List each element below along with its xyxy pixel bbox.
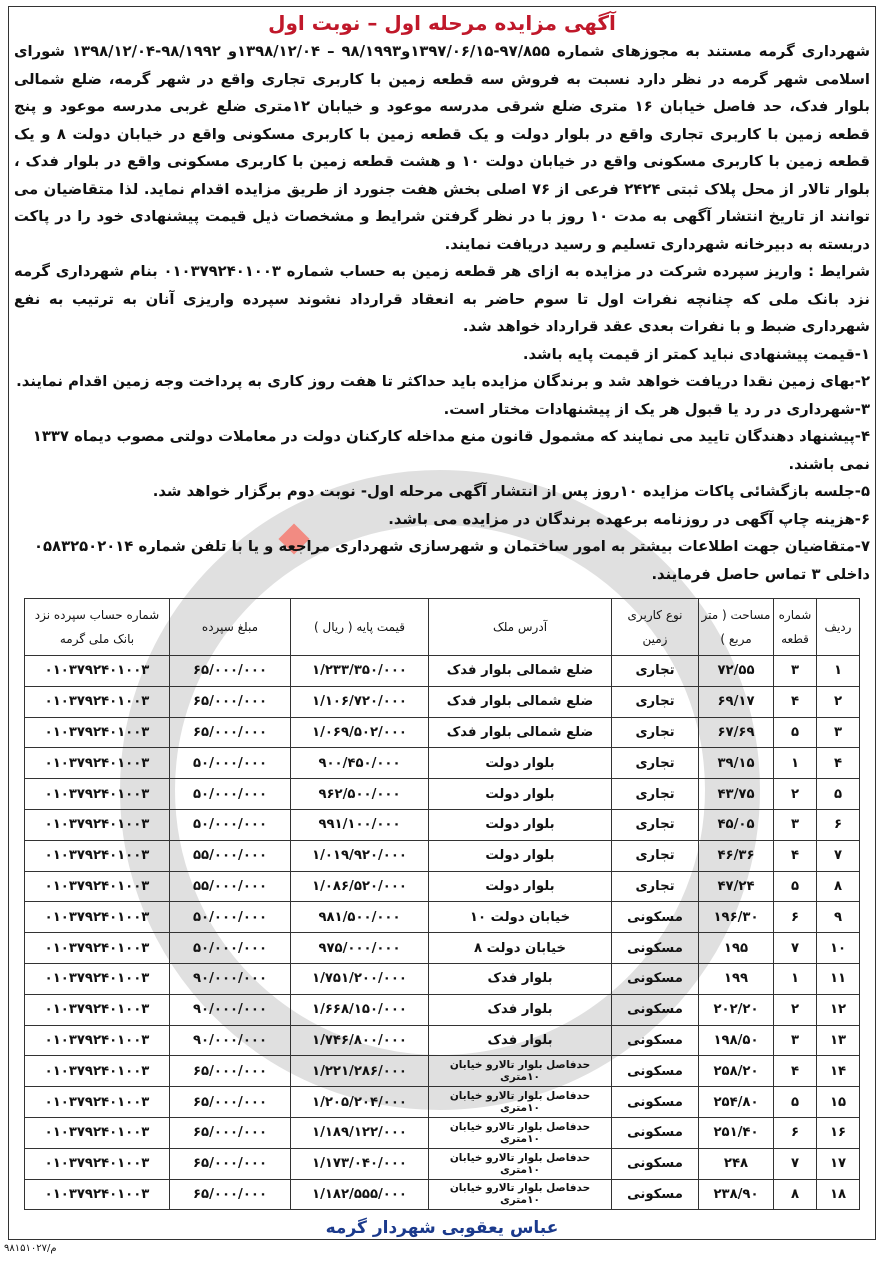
cell-account: ۰۱۰۳۷۹۲۴۰۱۰۰۳: [25, 748, 170, 779]
cell-parcel-number: ۱: [774, 748, 817, 779]
cell-base-price: ۱/۲۰۵/۲۰۴/۰۰۰: [291, 1087, 429, 1118]
table-row: [25, 871, 860, 902]
cell-account: ۰۱۰۳۷۹۲۴۰۱۰۰۳: [25, 1148, 170, 1179]
header-account: شماره حساب سپرده نزد بانک ملی گرمه: [25, 599, 170, 656]
cell-usage: مسکونی: [612, 963, 699, 994]
cell-usage: مسکونی: [612, 1148, 699, 1179]
cell-base-price: ۱/۱۸۹/۱۲۲/۰۰۰: [291, 1117, 429, 1148]
cell-usage: مسکونی: [612, 902, 699, 933]
header-row-number: ردیف: [817, 599, 860, 656]
table-row: [25, 779, 860, 810]
notice-title: آگهی مزایده مرحله اول – نوبت اول: [268, 11, 616, 35]
condition-item: ۶-هزینه چاپ آگهی در روزنامه برعهده برندگان در مزایده می باشد.: [388, 510, 870, 528]
cell-deposit: ۵۰/۰۰۰/۰۰۰: [170, 748, 291, 779]
cell-account: ۰۱۰۳۷۹۲۴۰۱۰۰۳: [25, 871, 170, 902]
cell-parcel-number: ۳: [774, 656, 817, 687]
cell-area: ۱۹۹: [699, 963, 774, 994]
cell-usage: تجاری: [612, 809, 699, 840]
table-row: [25, 1179, 860, 1210]
cell-row-number: ۴: [817, 748, 860, 779]
cell-deposit: ۵۰/۰۰۰/۰۰۰: [170, 809, 291, 840]
condition-item: ۷-متقاضیان جهت اطلاعات بیشتر به امور ساختمان و شهرسازی شهرداری مراجعه و یا با تلفن شماره ۰۵۸۳۲۵۰۲۰۱۴ داخلی ۳ تماس حاصل فرمایند.: [33, 538, 870, 583]
cell-account: ۰۱۰۳۷۹۲۴۰۱۰۰۳: [25, 1117, 170, 1148]
cell-usage: مسکونی: [612, 1056, 699, 1087]
table-row: [25, 994, 860, 1025]
cell-deposit: ۵۰/۰۰۰/۰۰۰: [170, 902, 291, 933]
cell-area: ۲۵۸/۲۰: [699, 1056, 774, 1087]
cell-deposit: ۶۵/۰۰۰/۰۰۰: [170, 1179, 291, 1210]
condition-item: ۱-قیمت پیشنهادی نباید کمتر از قیمت پایه باشد.: [522, 345, 870, 363]
cell-account: ۰۱۰۳۷۹۲۴۰۱۰۰۳: [25, 1056, 170, 1087]
cell-base-price: ۱/۰۶۹/۵۰۲/۰۰۰: [291, 717, 429, 748]
cell-address: بلوار دولت: [429, 809, 612, 840]
cell-account: ۰۱۰۳۷۹۲۴۰۱۰۰۳: [25, 1179, 170, 1210]
cell-deposit: ۶۵/۰۰۰/۰۰۰: [170, 1087, 291, 1118]
cell-usage: تجاری: [612, 871, 699, 902]
cell-usage: تجاری: [612, 686, 699, 717]
condition-item: ۵-جلسه بازگشائی پاکات مزایده ۱۰روز پس از انتشار آگهی مرحله اول- نوبت دوم برگزار خواهد شد.: [152, 483, 870, 500]
cell-parcel-number: ۴: [774, 840, 817, 871]
cell-parcel-number: ۵: [774, 871, 817, 902]
cell-row-number: ۱۷: [817, 1148, 860, 1179]
cell-row-number: ۹: [817, 902, 860, 933]
cell-deposit: ۶۵/۰۰۰/۰۰۰: [170, 717, 291, 748]
cell-area: ۲۵۱/۴۰: [699, 1117, 774, 1148]
condition-item: ۴-پیشنهاد دهندگان تایید می نمایند که مشمول قانون منع مداخله کارکنان دولت در معاملات دولتی مصوب دیماه ۱۳۳۷ نمی باشند.: [32, 428, 870, 473]
cell-deposit: ۵۵/۰۰۰/۰۰۰: [170, 871, 291, 902]
cell-base-price: ۱/۲۳۳/۳۵۰/۰۰۰: [291, 656, 429, 687]
cell-address: حدفاصل بلوار تالارو خیابان ۱۰متری: [429, 1087, 612, 1118]
cell-row-number: ۱۴: [817, 1056, 860, 1087]
table-row: [25, 1056, 860, 1087]
table-row: [25, 963, 860, 994]
cell-deposit: ۹۰/۰۰۰/۰۰۰: [170, 994, 291, 1025]
cell-area: ۴۶/۳۶: [699, 840, 774, 871]
cell-base-price: ۱/۱۷۳/۰۴۰/۰۰۰: [291, 1148, 429, 1179]
cell-usage: مسکونی: [612, 1117, 699, 1148]
cell-area: ۲۳۸/۹۰: [699, 1179, 774, 1210]
header-parcel-number: شماره قطعه: [774, 599, 817, 656]
condition-item: ۲-بهای زمین نقدا دریافت خواهد شد و برندگان مزایده باید حداکثر تا هفت روز کاری به پرداخت وجه زمین اقدام نمایند.: [16, 373, 870, 390]
cell-parcel-number: ۱: [774, 963, 817, 994]
cell-deposit: ۹۰/۰۰۰/۰۰۰: [170, 1025, 291, 1056]
table-row: [25, 1117, 860, 1148]
cell-area: ۱۹۸/۵۰: [699, 1025, 774, 1056]
cell-address: ضلع شمالی بلوار فدک: [429, 686, 612, 717]
cell-deposit: ۹۰/۰۰۰/۰۰۰: [170, 963, 291, 994]
cell-parcel-number: ۳: [774, 1025, 817, 1056]
cell-area: ۲۰۲/۲۰: [699, 994, 774, 1025]
header-address: آدرس ملک: [429, 599, 612, 656]
cell-account: ۰۱۰۳۷۹۲۴۰۱۰۰۳: [25, 933, 170, 964]
cell-deposit: ۶۵/۰۰۰/۰۰۰: [170, 1148, 291, 1179]
cell-address: حدفاصل بلوار تالارو خیابان ۱۰متری: [429, 1117, 612, 1148]
cell-area: ۱۹۶/۳۰: [699, 902, 774, 933]
cell-deposit: ۶۵/۰۰۰/۰۰۰: [170, 1117, 291, 1148]
cell-deposit: ۵۵/۰۰۰/۰۰۰: [170, 840, 291, 871]
cell-parcel-number: ۲: [774, 994, 817, 1025]
cell-address: بلوار فدک: [429, 994, 612, 1025]
cell-parcel-number: ۶: [774, 902, 817, 933]
table-row: [25, 1087, 860, 1118]
table-row: [25, 656, 860, 687]
cell-row-number: ۱۱: [817, 963, 860, 994]
cell-parcel-number: ۴: [774, 1056, 817, 1087]
cell-usage: تجاری: [612, 656, 699, 687]
parcels-table: [24, 598, 860, 1210]
cell-account: ۰۱۰۳۷۹۲۴۰۱۰۰۳: [25, 656, 170, 687]
cell-address: بلوار فدک: [429, 963, 612, 994]
cell-row-number: ۲: [817, 686, 860, 717]
cell-base-price: ۹۹۱/۱۰۰/۰۰۰: [291, 809, 429, 840]
cell-address: ضلع شمالی بلوار فدک: [429, 656, 612, 687]
cell-base-price: ۹۶۲/۵۰۰/۰۰۰: [291, 779, 429, 810]
cell-usage: مسکونی: [612, 1025, 699, 1056]
cell-usage: تجاری: [612, 748, 699, 779]
cell-area: ۴۵/۰۵: [699, 809, 774, 840]
cell-row-number: ۱۶: [817, 1117, 860, 1148]
cell-parcel-number: ۵: [774, 717, 817, 748]
cell-row-number: ۶: [817, 809, 860, 840]
cell-row-number: ۱۰: [817, 933, 860, 964]
cell-base-price: ۹۸۱/۵۰۰/۰۰۰: [291, 902, 429, 933]
cell-account: ۰۱۰۳۷۹۲۴۰۱۰۰۳: [25, 840, 170, 871]
header-area: مساحت ( متر مربع ): [699, 599, 774, 656]
cell-deposit: ۵۰/۰۰۰/۰۰۰: [170, 779, 291, 810]
cell-usage: مسکونی: [612, 994, 699, 1025]
cell-area: ۲۴۸: [699, 1148, 774, 1179]
cell-address: بلوار دولت: [429, 779, 612, 810]
cell-row-number: ۷: [817, 840, 860, 871]
cell-base-price: ۹۷۵/۰۰۰/۰۰۰: [291, 933, 429, 964]
table-row: [25, 809, 860, 840]
cell-account: ۰۱۰۳۷۹۲۴۰۱۰۰۳: [25, 994, 170, 1025]
cell-parcel-number: ۵: [774, 1087, 817, 1118]
cell-address: ضلع شمالی بلوار فدک: [429, 717, 612, 748]
cell-area: ۳۹/۱۵: [699, 748, 774, 779]
signature: عباس یعقوبی شهردار گرمه: [325, 1218, 559, 1239]
cell-deposit: ۶۵/۰۰۰/۰۰۰: [170, 656, 291, 687]
cell-address: بلوار دولت: [429, 840, 612, 871]
cell-parcel-number: ۳: [774, 809, 817, 840]
cell-address: بلوار فدک: [429, 1025, 612, 1056]
header-deposit: مبلغ سپرده: [170, 599, 291, 656]
cell-usage: تجاری: [612, 717, 699, 748]
cell-row-number: ۸: [817, 871, 860, 902]
cell-row-number: ۱۵: [817, 1087, 860, 1118]
condition-item: ۳-شهرداری در رد یا قبول هر یک از پیشنهادات مختار است.: [443, 400, 870, 418]
cell-row-number: ۱۸: [817, 1179, 860, 1210]
cell-address: خیابان دولت ۸: [429, 933, 612, 964]
cell-parcel-number: ۶: [774, 1117, 817, 1148]
cell-account: ۰۱۰۳۷۹۲۴۰۱۰۰۳: [25, 1025, 170, 1056]
cell-address: بلوار دولت: [429, 748, 612, 779]
header-base-price: قیمت پایه ( ریال ): [291, 599, 429, 656]
cell-address: بلوار دولت: [429, 871, 612, 902]
cell-usage: تجاری: [612, 840, 699, 871]
table-row: [25, 840, 860, 871]
header-usage: نوع کاربری زمین: [612, 599, 699, 656]
cell-base-price: ۱/۱۰۶/۷۲۰/۰۰۰: [291, 686, 429, 717]
cell-deposit: ۶۵/۰۰۰/۰۰۰: [170, 1056, 291, 1087]
cell-parcel-number: ۷: [774, 933, 817, 964]
cell-parcel-number: ۲: [774, 779, 817, 810]
ad-code: م/۹۸۱۵۱۰۲۷: [4, 1243, 57, 1254]
cell-area: ۶۷/۶۹: [699, 717, 774, 748]
cell-row-number: ۳: [817, 717, 860, 748]
cell-area: ۶۹/۱۷: [699, 686, 774, 717]
cell-row-number: ۱۳: [817, 1025, 860, 1056]
cell-usage: مسکونی: [612, 1179, 699, 1210]
table-row: [25, 1025, 860, 1056]
cell-row-number: ۵: [817, 779, 860, 810]
table-row: [25, 933, 860, 964]
table-row: [25, 1148, 860, 1179]
cell-usage: مسکونی: [612, 1087, 699, 1118]
cell-base-price: ۱/۷۴۶/۸۰۰/۰۰۰: [291, 1025, 429, 1056]
cell-address: خیابان دولت ۱۰: [429, 902, 612, 933]
cell-area: ۴۷/۲۴: [699, 871, 774, 902]
cell-account: ۰۱۰۳۷۹۲۴۰۱۰۰۳: [25, 1087, 170, 1118]
table-header-row: [25, 599, 860, 656]
cell-area: ۱۹۵: [699, 933, 774, 964]
cell-parcel-number: ۸: [774, 1179, 817, 1210]
conditions-paragraph: شرایط : واریز سپرده شرکت در مزایده به ازای هر قطعه زمین به حساب شماره ۰۱۰۳۷۹۲۴۰۱۰۰۳ بنام شهرداری گرمه نزد بانک ملی که چنانچه نفرات اول تا سوم حاضر به انعقاد قرارداد نشوند سپرده واریزی آنان به ترتیب به نفع شهرداری ضبط و با نفرات بعدی عقد قرارداد خواهد شد.: [14, 263, 870, 335]
cell-base-price: ۱/۱۸۲/۵۵۵/۰۰۰: [291, 1179, 429, 1210]
cell-usage: تجاری: [612, 779, 699, 810]
cell-account: ۰۱۰۳۷۹۲۴۰۱۰۰۳: [25, 686, 170, 717]
cell-base-price: ۹۰۰/۴۵۰/۰۰۰: [291, 748, 429, 779]
conditions-list: [14, 341, 870, 589]
cell-base-price: ۱/۷۵۱/۲۰۰/۰۰۰: [291, 963, 429, 994]
cell-parcel-number: ۴: [774, 686, 817, 717]
cell-deposit: ۵۰/۰۰۰/۰۰۰: [170, 933, 291, 964]
cell-account: ۰۱۰۳۷۹۲۴۰۱۰۰۳: [25, 779, 170, 810]
cell-address: حدفاصل بلوار تالارو خیابان ۱۰متری: [429, 1148, 612, 1179]
cell-deposit: ۶۵/۰۰۰/۰۰۰: [170, 686, 291, 717]
table-row: [25, 902, 860, 933]
cell-row-number: ۱: [817, 656, 860, 687]
cell-area: ۴۳/۷۵: [699, 779, 774, 810]
cell-parcel-number: ۷: [774, 1148, 817, 1179]
cell-account: ۰۱۰۳۷۹۲۴۰۱۰۰۳: [25, 963, 170, 994]
cell-base-price: ۱/۲۲۱/۲۸۶/۰۰۰: [291, 1056, 429, 1087]
cell-base-price: ۱/۰۸۶/۵۲۰/۰۰۰: [291, 871, 429, 902]
table-body: [25, 656, 860, 1210]
cell-area: ۲۵۴/۸۰: [699, 1087, 774, 1118]
cell-account: ۰۱۰۳۷۹۲۴۰۱۰۰۳: [25, 809, 170, 840]
cell-base-price: ۱/۰۱۹/۹۲۰/۰۰۰: [291, 840, 429, 871]
table-row: [25, 717, 860, 748]
cell-address: حدفاصل بلوار تالارو خیابان ۱۰متری: [429, 1056, 612, 1087]
table-row: [25, 686, 860, 717]
cell-address: حدفاصل بلوار تالارو خیابان ۱۰متری: [429, 1179, 612, 1210]
table-row: [25, 748, 860, 779]
cell-account: ۰۱۰۳۷۹۲۴۰۱۰۰۳: [25, 717, 170, 748]
cell-base-price: ۱/۶۶۸/۱۵۰/۰۰۰: [291, 994, 429, 1025]
cell-account: ۰۱۰۳۷۹۲۴۰۱۰۰۳: [25, 902, 170, 933]
intro-paragraph: شهرداری گرمه مستند به مجوزهای شماره ۹۷/۸۵۵-۱۳۹۷/۰۶/۱۵و۹۸/۱۹۹۳ – ۱۳۹۸/۱۲/۰۴و ۹۸/۱۹۹۲-۱۳۹۸/۱۲/۰۴ شورای اسلامی شهر گرمه در نظر دارد نسبت به فروش سه قطعه زمین با کاربری تجاری واقع در شهر گرمه، ضلع شمالی بلوار فدک، حد فاصل خیابان ۱۶ متری ضلع شرقی مدرسه موعود و خیابان ۱۲متری ضلع غربی مدرسه موعود و پنج قطعه زمین با کاربری تجاری واقع در بلوار دولت و یک قطعه زمین با کاربری مسکونی واقع در خیابان دولت ۸ و یک قطعه زمین با کاربری مسکونی واقع در خیابان دولت ۱۰ و هشت قطعه زمین با کاربری مسکونی واقع در بلوار فدک ، بلوار تالار از محل پلاک ثبتی ۲۴۲۴ فرعی از ۷۶ اصلی بخش هفت جنورد از طریق مزایده اقدام نماید. لذا متقاضیان می توانند از تاریخ انتشار آگهی به مدت ۱۰ روز با در نظر گرفتن شرایط و مشخصات ذیل قیمت پیشنهادی خود را در پاکت دربسته به دبیرخانه شهرداری تسلیم و رسید دریافت نمایند.: [14, 43, 871, 253]
cell-row-number: ۱۲: [817, 994, 860, 1025]
cell-area: ۷۲/۵۵: [699, 656, 774, 687]
cell-usage: مسکونی: [612, 933, 699, 964]
